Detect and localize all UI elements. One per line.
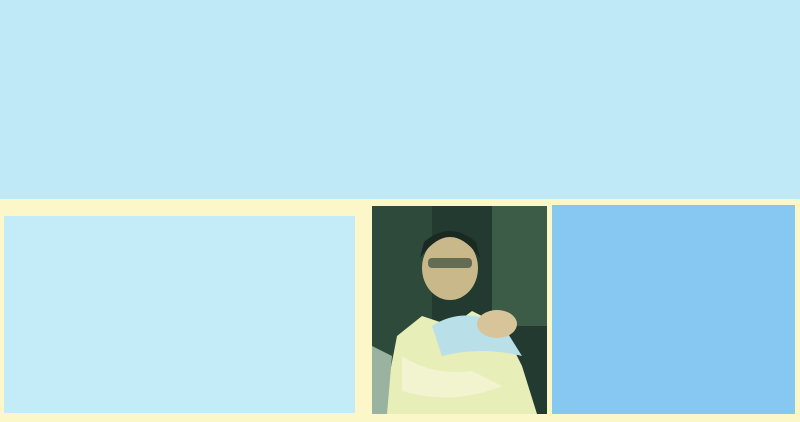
right-outcome-panel <box>552 205 795 414</box>
mother-photo <box>372 206 547 414</box>
left-course-panel <box>4 216 355 413</box>
top-history-panel <box>0 0 800 199</box>
mother-with-baby-photo-icon <box>372 206 547 414</box>
